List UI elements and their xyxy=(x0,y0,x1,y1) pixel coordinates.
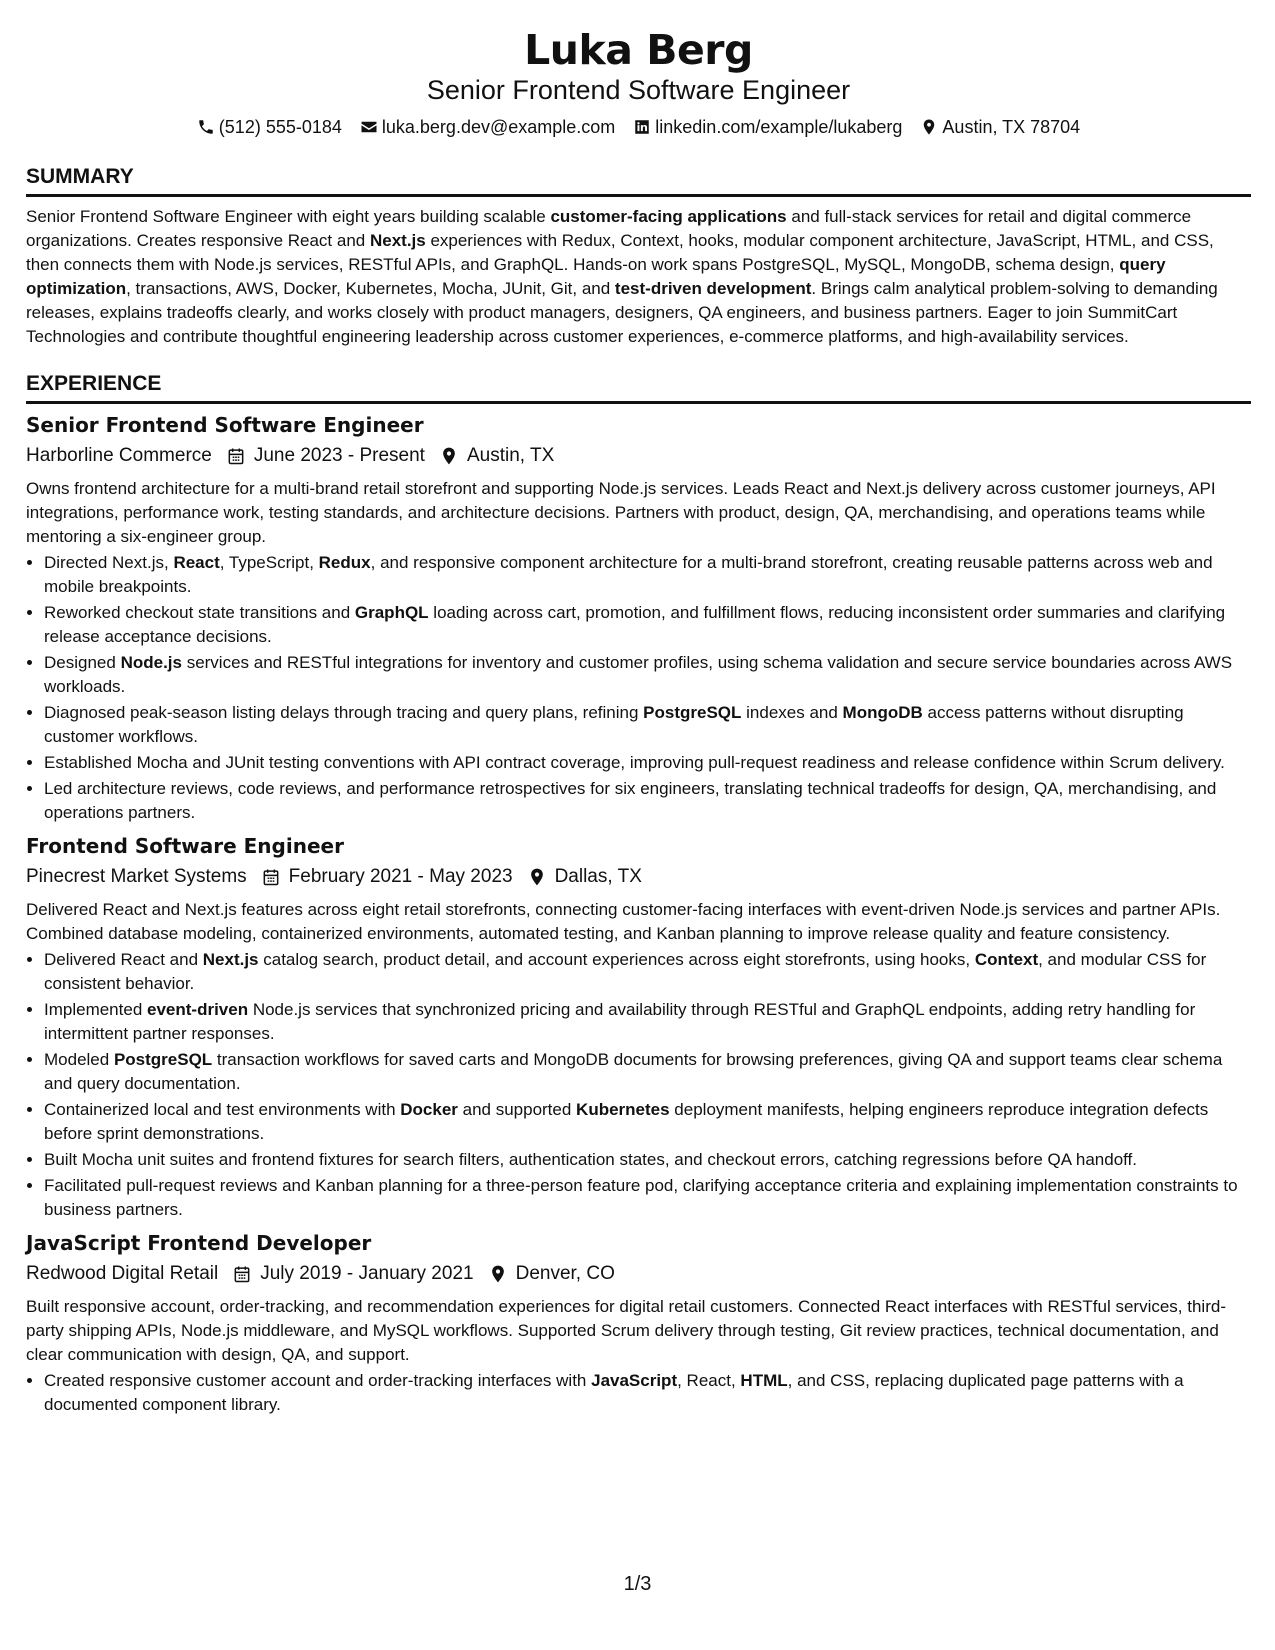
text-segment: Diagnosed peak-season listing delays through tracing and query plans, refining xyxy=(44,703,644,722)
job-dates: July 2019 - January 2021 xyxy=(260,1263,474,1284)
job-bullets xyxy=(26,948,1251,1222)
bullet-item xyxy=(44,551,1251,599)
text-segment: , and modular CSS for consistent behavior. xyxy=(44,950,1207,993)
bullet-item xyxy=(44,701,1251,749)
job-description: Delivered React and Next.js features across eight retail storefronts, connecting customer-facing interfaces with event-driven Node.js services and partner APIs. Combined database modeling, containerized environments, automated testing, and Kanban planning to improve release quality and feature consistency. xyxy=(26,900,1221,943)
text-segment: Built Mocha unit suites and frontend fixtures for search filters, authentication states, and checkout errors, catching regressions before QA handoff. xyxy=(44,1150,1138,1169)
calendar-icon xyxy=(232,1264,252,1284)
bullet-item xyxy=(44,651,1251,699)
text-segment: transaction workflows for saved carts and MongoDB documents for browsing preferences, giving QA and support teams clear schema and query documentation. xyxy=(44,1050,1223,1093)
job-title: JavaScript Frontend Developer xyxy=(26,1231,372,1255)
text-segment: Established Mocha and JUnit testing conventions with API contract coverage, improving pull-request readiness and release confidence within Scrum delivery. xyxy=(44,753,1225,772)
resume-page xyxy=(26,18,1251,1419)
phone-icon xyxy=(197,118,215,136)
job-location: Dallas, TX xyxy=(554,866,642,887)
bullet-item xyxy=(44,1148,1251,1172)
job-title: Senior Frontend Software Engineer xyxy=(26,413,424,437)
bold-keyword: GraphQL xyxy=(354,603,429,622)
text-segment: , React, xyxy=(677,1371,741,1390)
linkedin-icon xyxy=(633,118,651,136)
text-segment: catalog search, product detail, and account experiences across eight storefronts, using hooks, xyxy=(258,950,975,969)
job-meta xyxy=(26,1261,1251,1287)
text-segment: Node.js services that synchronized pricing and availability through RESTful and GraphQL endpoints, adding retry handling for intermittent partner responses. xyxy=(44,1000,1196,1043)
text-segment: , and responsive component architecture for a multi-brand storefront, creating reusable patterns across web and mobile breakpoints. xyxy=(44,553,1213,596)
company-name: Pinecrest Market Systems xyxy=(26,866,247,887)
bullet-item xyxy=(44,1174,1251,1222)
contact-phone xyxy=(197,115,342,139)
bold-keyword: Docker xyxy=(400,1100,458,1119)
page-indicator: 1/3 xyxy=(623,1573,652,1595)
bold-keyword: MongoDB xyxy=(842,703,923,722)
candidate-headline: Senior Frontend Software Engineer xyxy=(426,75,851,105)
job-entry xyxy=(26,412,1251,825)
text-segment: loading across cart, promotion, and fulfillment flows, reducing inconsistent order summaries and clarifying release acceptance decisions. xyxy=(44,603,1226,646)
map-pin-icon xyxy=(488,1264,508,1284)
text-segment: access patterns without disrupting customer workflows. xyxy=(44,703,1184,746)
job-description: Built responsive account, order-tracking, and recommendation experiences for digital retail customers. Connected React interfaces with RESTful services, third-party shipping APIs, Node.js middleware, and MySQL workflows. Supported Scrum delivery through testing, Git review practices, technical documentation, and clear communication with design, QA, and support. xyxy=(26,1297,1226,1364)
text-segment: services and RESTful integrations for inventory and customer profiles, using schema validation and secure service boundaries across AWS workloads. xyxy=(44,653,1233,696)
bold-keyword: Context xyxy=(974,950,1039,969)
contact-email[interactable] xyxy=(360,115,615,139)
contact-row xyxy=(26,115,1251,139)
bold-keyword: customer-facing applications xyxy=(550,207,787,226)
bold-keyword: Redux xyxy=(318,553,371,572)
text-segment: Modeled xyxy=(44,1050,114,1069)
job-location: Austin, TX xyxy=(466,445,555,466)
text-segment: , TypeScript, xyxy=(219,553,319,572)
job-title: Frontend Software Engineer xyxy=(26,834,344,858)
email-link[interactable]: luka.berg.dev@example.com xyxy=(381,117,616,137)
text-segment: Delivered React and xyxy=(44,950,203,969)
phone-text: (512) 555-0184 xyxy=(218,117,342,137)
bullet-item xyxy=(44,601,1251,649)
job-bullets xyxy=(26,551,1251,825)
text-segment: , and CSS, replacing duplicated page patterns with a documented component library. xyxy=(44,1371,1184,1414)
bold-keyword: PostgreSQL xyxy=(643,703,742,722)
map-pin-icon xyxy=(920,118,938,136)
experience-heading: EXPERIENCE xyxy=(26,371,1251,404)
company-name: Harborline Commerce xyxy=(26,445,212,466)
text-segment: Created responsive customer account and order-tracking interfaces with xyxy=(44,1371,592,1390)
bold-keyword: Next.js xyxy=(202,950,259,969)
text-segment: deployment manifests, helping engineers reproduce integration defects before sprint demonstrations. xyxy=(44,1100,1209,1143)
text-segment: Led architecture reviews, code reviews, and performance retrospectives for six engineers, translating technical tradeoffs for design, QA, merchandising, and operations partners. xyxy=(44,779,1217,822)
job-dates: June 2023 - Present xyxy=(253,445,425,466)
calendar-icon xyxy=(226,446,246,466)
bullet-item xyxy=(44,998,1251,1046)
text-segment: indexes and xyxy=(741,703,843,722)
bullet-item xyxy=(44,751,1251,775)
text-segment: Implemented xyxy=(44,1000,147,1019)
bold-keyword: PostgreSQL xyxy=(113,1050,213,1069)
text-segment: . Brings calm analytical problem-solving to demanding releases, explains tradeoffs clearly, and works closely with product managers, designers, QA engineers, and business partners. Eager to join SummitCart Technologies and contribute thoughtful engineering leadership across customer experiences, e-commerce platforms, and high-availability services. xyxy=(26,279,1218,346)
text-segment: Reworked checkout state transitions and xyxy=(44,603,355,622)
candidate-name: Luka Berg xyxy=(524,26,753,74)
contact-location xyxy=(920,115,1080,139)
contact-linkedin[interactable] xyxy=(633,115,902,139)
company-name: Redwood Digital Retail xyxy=(26,1263,219,1284)
bold-keyword: query optimization xyxy=(26,255,1166,298)
job-entry xyxy=(26,833,1251,1222)
linkedin-link[interactable]: linkedin.com/example/lukaberg xyxy=(655,117,903,137)
bold-keyword: Kubernetes xyxy=(576,1100,670,1119)
bullet-item xyxy=(44,948,1251,996)
summary-section xyxy=(26,205,1251,349)
envelope-icon xyxy=(360,118,378,136)
experience-list xyxy=(26,412,1251,1417)
text-segment: and full-stack services for retail and digital commerce organizations. Creates responsive React and xyxy=(26,207,1192,250)
job-meta xyxy=(26,443,1251,469)
bullet-item xyxy=(44,1369,1251,1417)
bullet-item xyxy=(44,1048,1251,1096)
text-segment: Directed Next.js, xyxy=(44,553,174,572)
bullet-item xyxy=(44,1098,1251,1146)
text-segment: Facilitated pull-request reviews and Kanban planning for a three-person feature pod, clarifying acceptance criteria and explaining implementation constraints to business partners. xyxy=(44,1176,1238,1219)
location-text: Austin, TX 78704 xyxy=(942,117,1081,137)
bold-keyword: React xyxy=(173,553,220,572)
bullet-item xyxy=(44,777,1251,825)
bold-keyword: test-driven development xyxy=(614,279,812,298)
job-bullets xyxy=(26,1369,1251,1417)
job-meta xyxy=(26,864,1251,890)
text-segment: experiences with Redux, Context, hooks, modular component architecture, JavaScript, HTML, and CSS, then connects them with Node.js services, RESTful APIs, and GraphQL. Hands-on work spans PostgreSQL, MySQL, MongoDB, schema design, xyxy=(26,231,1214,274)
bold-keyword: event-driven xyxy=(147,1000,249,1019)
summary-heading: SUMMARY xyxy=(26,164,1251,197)
bold-keyword: Node.js xyxy=(120,653,182,672)
bold-keyword: JavaScript xyxy=(591,1371,678,1390)
calendar-icon xyxy=(261,867,281,887)
job-description: Owns frontend architecture for a multi-brand retail storefront and supporting Node.js services. Leads React and Next.js delivery across customer journeys, API integrations, performance work, testing standards, and architecture decisions. Partners with product, design, QA, merchandising, and operations teams while mentoring a six-engineer group. xyxy=(26,479,1216,546)
map-pin-icon xyxy=(527,867,547,887)
bold-keyword: HTML xyxy=(740,1371,788,1390)
job-dates: February 2021 - May 2023 xyxy=(288,866,513,887)
job-location: Denver, CO xyxy=(515,1263,615,1284)
text-segment: Senior Frontend Software Engineer with eight years building scalable xyxy=(26,207,551,226)
summary-text xyxy=(26,205,1251,349)
bold-keyword: Next.js xyxy=(369,231,426,250)
map-pin-icon xyxy=(439,446,459,466)
text-segment: and supported xyxy=(457,1100,577,1119)
text-segment: , transactions, AWS, Docker, Kubernetes, Mocha, JUnit, Git, and xyxy=(126,279,615,298)
job-entry xyxy=(26,1230,1251,1417)
resume-header xyxy=(26,26,1251,139)
text-segment: Containerized local and test environments with xyxy=(44,1100,401,1119)
text-segment: Designed xyxy=(44,653,121,672)
